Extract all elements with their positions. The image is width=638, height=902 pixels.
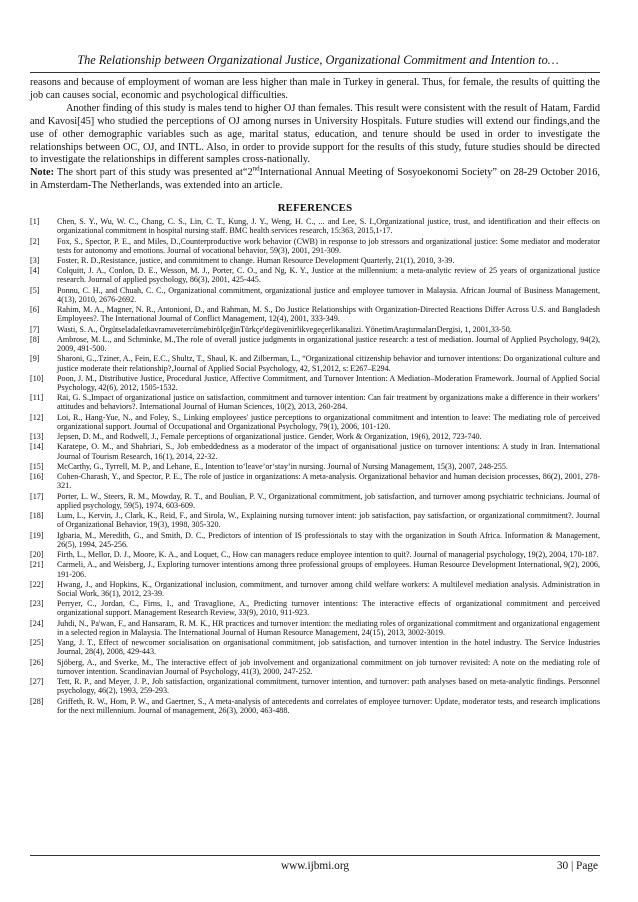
reference-number: [11] <box>30 393 44 403</box>
reference-text: Wasti, S. A., ÖrgütseladaletkavramıvetercümebirölçeğinTürkçe'degüvenirlikvegeçerlikanalizi. YönetimAraştırmalarıDergisi, 1, 2001,33-50. <box>57 324 512 334</box>
reference-text: Karatepe, O. M., and Shahriari, S., Job embeddedness as a moderator of the impact of organisational justice on turnover intentions: A study in Iran. International Journal of Tourism Research, 16(1), 2014, 22-32. <box>57 442 600 461</box>
reference-text: Chen, S. Y., Wu, W. C., Chang, C. S., Lin, C. T., Kung, J. Y., Weng, H. C., ... and Lee, S. I.,Organizational justice, trust, and identification and their effects on organizational commitment in hospital nursing staff. BMC health services research, 15:363, 2015,1-17. <box>57 217 600 236</box>
reference-item <box>30 677 600 695</box>
reference-number: [28] <box>30 696 44 706</box>
reference-text: Jepsen, D. M., and Rodwell, J., Female perceptions of organizational justice. Gender, Work & Organization, 19(6), 2012, 723-740. <box>57 432 482 442</box>
reference-number: [8] <box>30 334 40 344</box>
reference-text: Juhdi, N., Pa'wan, F., and Hansaram, R. M. K., HR practices and turnover intention: the mediating roles of organizational commitment and organizational engagement in a selected region in Malaysia. The International Journal of Human Resource Management, 24(15), 2013, 3002-3019. <box>57 618 600 637</box>
reference-number: [27] <box>30 677 44 687</box>
reference-text: McCarthy, G., Tyrrell, M. P., and Lehane, E., Intention to‘leave’or‘stay’in nursing. Journal of Nursing Management, 15(3), 2007, 248-255. <box>57 461 508 471</box>
body-paragraph-2: Another finding of this study is males tend to higher OJ than females. This result were consistent with the result of Hatam, Fardid and Kavosi[45] who studied the perceptions of OJ among nurses in University Hospitals. Future studies will extend our findings,and the use of other demographic variables such as age, marital status, education, and tenure should be used in order to investigate the relationships between OC, OJ, and INTL. Also, in order to provide support for the results of this study, future studies should be directed to investigate the relationships in different samples cross-nationally. <box>30 102 601 166</box>
reference-number: [10] <box>30 373 44 383</box>
reference-text: Carmeli, A., and Weisberg, J., Exploring turnover intentions among three professional groups of employees. Human Resource Development International, 9(2), 2006, 191-206. <box>57 560 600 579</box>
reference-text: Cohen-Charash, Y., and Spector, P. E., The role of justice in organizations: A meta-analysis. Organizational behavior and human decision processes, 86(2), 2001, 278-321. <box>57 472 600 491</box>
reference-item <box>30 432 600 441</box>
body-text <box>30 77 600 716</box>
reference-text: Sharoni, G.,.Tziner, A., Fein, E.C., Shultz, T., Shaul, K. and Zilberman, L., “Organizational citizenship behavior and turnover intentions: Do organizational culture and justice moderate their relationship?,Journal of Applied Social Psychology, 42, S1,2012, s: E267–E294. <box>57 354 600 373</box>
reference-text: Igbaria, M., Meredith, G., and Smith, D. C., Predictors of intention of IS professionals to stay with the organization in South Africa. Information & Management, 26(5), 1994, 245-256. <box>57 530 600 549</box>
footer-rule <box>30 855 600 856</box>
reference-item <box>30 393 600 411</box>
body-paragraph-1: reasons and because of employment of woman are less higher than male in Turkey in general. Thus, for female, the results of quitting the job can causes social, economic and psychological difficulties. <box>30 77 600 101</box>
reference-text: Sjöberg, A., and Sverke, M., The interactive effect of job involvement and organizational commitment on job turnover revisited: A note on the mediating role of turnover intention. Scandinavian Journal of Psychology, 41(3), 2000, 247-252. <box>57 657 600 676</box>
note-text-after: International Annual Meeting of Sosyoekonomi Society” on 28-29 October 2016, in Amsterdam-The Netherlands, was extended into an article. <box>30 167 600 192</box>
references-title: REFERENCES <box>277 202 353 215</box>
note-superscript: nd <box>252 164 260 173</box>
reference-number: [26] <box>30 657 44 667</box>
reference-item <box>30 266 600 284</box>
reference-item <box>30 286 600 304</box>
reference-text: Hwang, J., and Hopkins, K., Organizational inclusion, commitment, and turnover among child welfare workers: A multilevel mediation analysis. Administration in Social Work, 36(1), 2012, 23-39. <box>57 579 600 598</box>
footer-page-number: 30 | Page <box>556 860 598 872</box>
references-list <box>30 217 600 715</box>
reference-text: Ambrose, M. L., and Schminke, M.,The role of overall justice judgments in organizational justice research: a test of mediation. Journal of Applied Psychology, 94(2), 2009, 491-500. <box>57 334 600 354</box>
note-text-before: The short part of this study was presented at“2 <box>54 167 253 179</box>
reference-item <box>30 531 600 549</box>
note-paragraph <box>30 164 600 193</box>
reference-item <box>30 599 600 617</box>
reference-text: Colquitt, J. A., Conlon, D. E., Wesson, M. J., Porter, C. O., and Ng, K. Y., Justice at the millennium: a meta-analytic review of 25 years of organizational justice research. Journal of applied psychology, 86(3), 2001, 425-445. <box>57 266 600 285</box>
reference-number: [3] <box>30 255 40 265</box>
reference-number: [24] <box>30 618 44 628</box>
reference-item <box>30 442 600 460</box>
reference-text: Lum, L., Kervin, J., Clark, K., Reid, F., and Sirola, W., Explaining nursing turnover intent: job satisfaction, pay satisfaction, or organizational commitment?. Journal of Organizational Behavior, 19(3), 1998, 305-320. <box>57 511 600 530</box>
reference-text: Fox, S., Spector, P. E., and Miles, D.,Counterproductive work behavior (CWB) in response to job stressors and organizational justice: Some mediator and moderator tests for autonomy and emotions. Journal of vocational behavior, 59(3), 2001, 291-309. <box>57 236 600 255</box>
reference-item <box>30 374 600 392</box>
reference-number: [20] <box>30 550 44 560</box>
reference-number: [15] <box>30 461 44 471</box>
reference-text: Poon, J. M., Distributive Justice, Procedural Justice, Affective Commitment, and Turnover Intention: A Mediation–Moderation Framework. Journal of Applied Social Psychology, 42(6), 2012, 1505-1532. <box>57 373 600 392</box>
header-rule <box>30 72 600 73</box>
reference-text: Rahim, M. A., Magner, N. R., Antonioni, D., and Rahman, M. S., Do Justice Relationships with Organization-Directed Reactions Differ Across U.S. and Bangladesh Employees?. The International Journal of Conflict Management, 12(4), 2001, 333-349. <box>57 305 600 324</box>
reference-item <box>30 354 600 372</box>
reference-item <box>30 697 600 715</box>
reference-number: [14] <box>30 442 44 452</box>
reference-number: [22] <box>30 579 44 589</box>
reference-text: Tett, R. P., and Meyer, J. P., Job satisfaction, organizational commitment, turnover intention, and turnover: path analyses based on meta-analytic findings. Personnel psychology, 46(2), 1993, 259-293. <box>57 677 600 696</box>
reference-number: [7] <box>30 324 40 334</box>
reference-number: [9] <box>30 354 40 364</box>
reference-number: [13] <box>30 432 44 442</box>
reference-text: Loi, R., Hang-Yue, N., and Foley, S., Linking employees' justice perceptions to organizational commitment and intention to leave: The mediating role of perceived organizational support. Journal of Occupational and Organizational Psychology, 79(1), 2006, 101-120. <box>57 412 600 431</box>
reference-item <box>30 325 600 334</box>
reference-number: [2] <box>30 236 40 246</box>
reference-item <box>30 217 600 235</box>
reference-item <box>30 580 600 598</box>
reference-number: [12] <box>30 412 44 422</box>
reference-number: [19] <box>30 530 44 540</box>
reference-item <box>30 560 600 578</box>
reference-text: Porter, L. W., Steers, R. M., Mowday, R. T., and Boulian, P. V., Organizational commitment, job satisfaction, and turnover among psychiatric technicians. Journal of applied psychology, 59(5), 1974, 603-609. <box>57 491 600 510</box>
note-label: Note: <box>30 167 55 179</box>
reference-number: [16] <box>30 472 44 482</box>
reference-text: Rai, G. S.,Impact of organizational justice on satisfaction, commitment and turnover intention: Can fair treatment by organizations make a difference in their workers’ attitudes and behaviors?. International Journal of Human Sciences, 10(2), 2013, 260-284. <box>57 393 600 412</box>
reference-number: [6] <box>30 305 40 315</box>
reference-number: [1] <box>30 217 40 227</box>
reference-text: Yang, J. T., Effect of newcomer socialisation on organisational commitment, job satisfaction, and turnover intention in the hotel industry. The Service Industries Journal, 28(4), 2008, 429-443. <box>57 638 600 657</box>
reference-number: [4] <box>30 266 40 276</box>
reference-text: Ponnu, C. H., and Chuah, C. C., Organizational commitment, organizational justice and employee turnover in Malaysia. African Journal of Business Management, 4(13), 2010, 2676-2692. <box>57 285 600 304</box>
reference-item <box>30 511 600 529</box>
reference-item <box>30 492 600 510</box>
reference-text: Perryer, C., Jordan, C., Firns, I., and Travaglione, A., Predicting turnover intentions: The interactive effects of organizational commitment and perceived organizational support. Management Research Review, 33(9), 2010, 911-923. <box>57 599 600 618</box>
reference-item <box>30 305 600 323</box>
reference-text: Foster, R. D.,Resistance, justice, and commitment to change. Human Resource Development Quarterly, 21(1), 2010, 3-39. <box>57 255 455 265</box>
reference-item <box>30 256 600 265</box>
reference-item <box>30 550 600 559</box>
reference-number: [18] <box>30 511 44 521</box>
reference-number: [5] <box>30 285 40 295</box>
reference-number: [25] <box>30 638 44 648</box>
running-head: The Relationship between Organizational Justice, Organizational Commitment and Intention to… <box>77 53 559 67</box>
reference-item <box>30 462 600 471</box>
footer-url: www.ijbmi.org <box>280 860 350 872</box>
reference-item <box>30 335 600 353</box>
reference-item <box>30 619 600 637</box>
reference-number: [21] <box>30 560 44 570</box>
reference-item <box>30 413 600 431</box>
reference-text: Firth, L., Mellor, D. J., Moore, K. A., and Loquet, C., How can managers reduce employee intention to quit?. Journal of managerial psychology, 19(2), 2004, 170-187. <box>57 550 599 560</box>
reference-item <box>30 472 600 490</box>
reference-number: [17] <box>30 491 44 501</box>
reference-item <box>30 638 600 656</box>
reference-number: [23] <box>30 599 44 609</box>
reference-item <box>30 658 600 676</box>
reference-text: Griffeth, R. W., Hom, P. W., and Gaertner, S., A meta-analysis of antecedents and correlates of employee turnover: Update, moderator tests, and research implications for the next millennium. Journal of management, 26(3), 2000, 463-488. <box>57 696 600 715</box>
reference-item <box>30 237 600 255</box>
